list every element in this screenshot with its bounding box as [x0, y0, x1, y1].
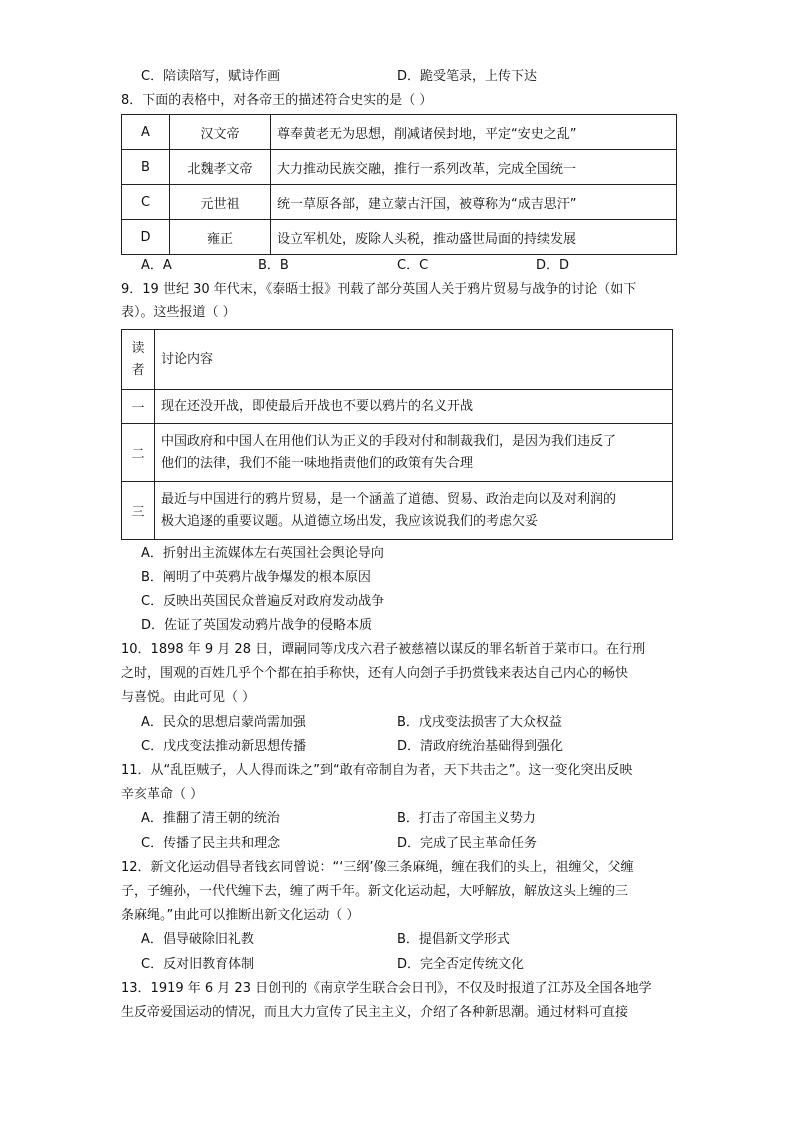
table-row — [122, 185, 677, 220]
q9-row-content — [155, 390, 673, 424]
q8-row-desc: 大力推动民族交融，推行一系列改革，完成全国统一 — [271, 150, 677, 185]
q9-option-d: D．佐证了英国发动鸦片战争的侵略本质 — [141, 618, 373, 633]
q8-row-letter: C — [122, 185, 170, 220]
q10-stem-line1: 10．1898 年 9 月 28 日，谭嗣同等戊戌六君子被慈禧以谋反的罪名斩首于菜市口。在行刑 — [121, 642, 646, 657]
q9-row-content-line2: 极大追逐的重要议题。从道德立场出发，我应该说我们的考虑欠妥 — [161, 513, 539, 529]
q8-row-letter: D — [122, 220, 170, 255]
q9-option-c: C．反映出英国民众普遍反对政府发动战争 — [141, 594, 385, 609]
q9-row-content-line2: 他们的法律，我们不能一味地指责他们的政策有失合理 — [161, 455, 474, 471]
q10-option-d: D．清政府统治基础得到强化 — [397, 739, 564, 754]
q8-row-emperor: 汉文帝 — [170, 115, 271, 150]
q9-row-reader: 三 — [122, 482, 155, 540]
q9-row-content — [155, 424, 673, 482]
q8-row-desc: 设立军机处，废除人头税，推动盛世局面的持续发展 — [271, 220, 677, 255]
q9-row-content-line1: 中国政府和中国人在用他们认为正义的手段对付和制裁我们，是因为我们违反了 — [161, 433, 617, 449]
q9-header-reader-2: 者 — [131, 362, 145, 378]
q11-option-a: A．推翻了清王朝的统治 — [141, 811, 280, 826]
q9-row-reader: 二 — [122, 424, 155, 482]
q13-stem-line1: 13．1919 年 6 月 23 日创刊的《南京学生联合会日刊》，不仅及时报道了江苏及全国各地学 — [121, 981, 652, 996]
q8-option-d: D．D — [536, 258, 570, 273]
q8-option-c: C．C — [397, 258, 429, 273]
table-row — [122, 424, 673, 482]
q8-row-emperor: 北魏孝文帝 — [170, 150, 271, 185]
q9-row-content-line1: 现在还没开战，即使最后开战也不要以鸦片的名义开战 — [161, 398, 474, 414]
q10-option-c: C．戊戌变法推动新思想传播 — [141, 739, 307, 754]
table-row — [122, 390, 673, 424]
table-row — [122, 115, 677, 150]
q10-option-b: B．戊戌变法损害了大众权益 — [397, 715, 562, 730]
q7-option-d: D．跪受笔录，上传下达 — [397, 69, 538, 84]
q8-row-emperor: 雍正 — [170, 220, 271, 255]
q8-row-desc: 尊奉黄老无为思想，削减诸侯封地，平定“安史之乱” — [271, 115, 677, 150]
table-row — [122, 330, 673, 390]
q8-row-emperor: 元世祖 — [170, 185, 271, 220]
table-row — [122, 482, 673, 540]
q9-stem-line2: 表）。这些报道（ ） — [121, 305, 236, 320]
q8-table — [121, 114, 677, 255]
q8-row-desc: 统一草原各部，建立蒙古汗国，被尊称为“成吉思汗” — [271, 185, 677, 220]
q9-stem-line1: 9．19 世纪 30 年代末，《泰晤士报》刊载了部分英国人关于鸦片贸易与战争的讨论（如下 — [121, 282, 637, 297]
table-row — [122, 220, 677, 255]
q8-stem: 8．下面的表格中，对各帝王的描述符合史实的是（ ） — [121, 93, 433, 108]
q9-option-a: A．折射出主流媒体左右英国社会舆论导向 — [141, 546, 384, 561]
q12-option-d: D．完全否定传统文化 — [397, 957, 525, 972]
q9-header-reader — [122, 330, 155, 390]
q11-option-d: D．完成了民主革命任务 — [397, 836, 538, 851]
q7-option-c: C．陪读陪写，赋诗作画 — [141, 69, 281, 84]
q9-table — [121, 329, 673, 540]
q9-row-content-line1: 最近与中国进行的鸦片贸易，是一个涵盖了道德、贸易、政治走向以及对利润的 — [161, 491, 617, 507]
q10-option-a: A．民众的思想启蒙尚需加强 — [141, 715, 306, 730]
q11-stem-line2: 辛亥革命（ ） — [121, 787, 204, 802]
q8-row-letter: A — [122, 115, 170, 150]
q9-row-reader: 一 — [122, 390, 155, 424]
q10-stem-line2: 之时，围观的百姓几乎个个都在拍手称快，还有人向刽子手扔赏钱来表达自己内心的畅快 — [121, 666, 629, 681]
q8-option-a: A．A — [141, 258, 172, 273]
q12-stem-line2: 子，子缠孙，一代代缠下去，缠了两千年。新文化运动起，大呼解放，解放这头上缠的三 — [121, 884, 629, 899]
q11-option-b: B．打击了帝国主义势力 — [397, 811, 536, 826]
q12-stem-line1: 12．新文化运动倡导者钱玄同曾说：“‘三纲’像三条麻绳，缠在我们的头上，祖缠父，父缠 — [121, 860, 634, 875]
q12-option-b: B．提倡新文学形式 — [397, 932, 510, 947]
q12-option-a: A．倡导破除旧礼教 — [141, 932, 254, 947]
q9-option-b: B．阐明了中英鸦片战争爆发的根本原因 — [141, 570, 371, 585]
q10-stem-line3: 与喜悦。由此可见（ ） — [121, 690, 256, 705]
q11-stem-line1: 11．从“乱臣贼子，人人得而诛之”到“敢有帝制自为者，天下共击之”。这一变化突出反映 — [121, 763, 633, 778]
q12-option-c: C．反对旧教育体制 — [141, 957, 255, 972]
q12-stem-line3: 条麻绳。”由此可以推断出新文化运动（ ） — [121, 908, 360, 923]
table-row — [122, 150, 677, 185]
q13-stem-line2: 生反帝爱国运动的情况，而且大力宣传了民主主义，介绍了各种新思潮。通过材料可直接 — [121, 1005, 629, 1020]
q9-row-content — [155, 482, 673, 540]
q9-header-reader-1: 读 — [131, 340, 145, 356]
q9-header-content: 讨论内容 — [155, 330, 673, 390]
q8-row-letter: B — [122, 150, 170, 185]
q8-option-b: B．B — [258, 258, 289, 273]
q11-option-c: C．传播了民主共和理念 — [141, 836, 281, 851]
